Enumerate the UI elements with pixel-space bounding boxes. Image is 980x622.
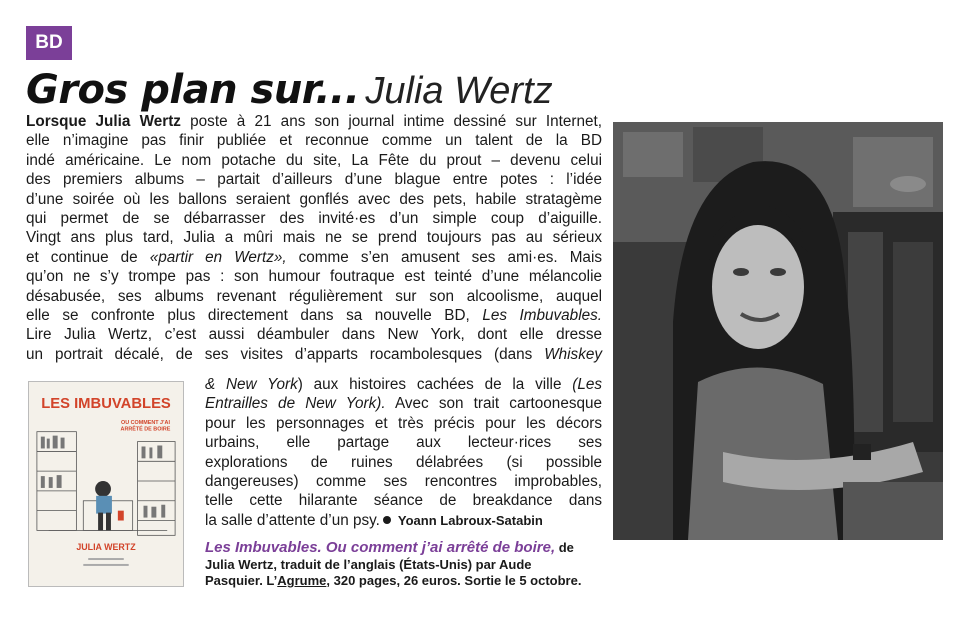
portrait-image bbox=[613, 122, 943, 540]
article-line: pour les personnages et très précis pour les décors bbox=[205, 414, 602, 432]
bullet-dot-icon bbox=[383, 516, 391, 524]
article-lead: Lorsque Julia Wertz bbox=[26, 113, 181, 130]
article-line: elle se confronte plus directement dans sa nouvelle BD, Les Imbuvables. bbox=[26, 307, 602, 325]
headline-bold: Gros plan sur... bbox=[26, 67, 360, 113]
article-body-bottom bbox=[205, 375, 602, 530]
headline bbox=[26, 64, 596, 116]
article-line: et continue de «partir en Wertz», comme s’en amusent ses ami·es. Mais bbox=[26, 248, 602, 266]
article-line: Entrailles de New York). Avec son trait cartoonesque bbox=[205, 395, 602, 413]
caption-title: Les Imbuvables. Ou comment j’ai arrêté de boire, bbox=[205, 539, 556, 556]
section-badge: BD bbox=[26, 26, 72, 60]
cover-subtitle: ARRÊTÉ DE BOIRE bbox=[120, 426, 171, 433]
article-line: qui permet de se débarrasser des invité·es d’un simple coup d’aiguille. bbox=[26, 210, 602, 228]
article-line: des premiers albums – partait d’ailleurs d’une blague entre potes : l’idée bbox=[26, 171, 602, 189]
article-line: Lorsque Julia Wertz poste à 21 ans son journal intime dessiné sur Internet, bbox=[26, 113, 603, 130]
article-line: la salle d’attente d’un psy. Yoann Labroux-Satabin bbox=[205, 511, 543, 529]
cover-author: JULIA WERTZ bbox=[76, 542, 136, 553]
article-line: elle n’imagine pas finir publiée et reconnue comme un talent de la BD bbox=[26, 132, 602, 150]
book-cover-illustration bbox=[29, 382, 183, 586]
article-line: explorations de ruines délabrées (si possible bbox=[205, 453, 602, 471]
cover-title: LES IMBUVABLES bbox=[41, 395, 171, 412]
article-body-top bbox=[26, 112, 602, 364]
author-signature: Yoann Labroux-Satabin bbox=[397, 512, 543, 528]
article-line: & New York) aux histoires cachées de la ville (Les bbox=[205, 376, 603, 393]
book-caption: Les Imbuvables. Ou comment j’ai arrêté de boire, de Julia Wertz, traduit de l’anglais (États-Unis) par Aude Pasquier. L’Agrume, 320 pages, 26 euros. Sortie le 5 octobre. bbox=[205, 539, 582, 588]
publisher-name: Agrume bbox=[277, 573, 327, 588]
headline-name: Julia Wertz bbox=[365, 70, 553, 112]
author-photo bbox=[613, 122, 943, 540]
article-line: indé américaine. Le nom potache du site, La Fête du prout – devenu celui bbox=[26, 151, 602, 169]
article-line: Lire Julia Wertz, c’est aussi déambuler dans New York, dont elle dresse bbox=[26, 326, 602, 344]
article-line: d’une soirée où les ballons seraient gonflés avec des pets, habile stratagème bbox=[26, 190, 602, 208]
article-line: telle cette hilarante séance de breakdance dans bbox=[205, 492, 602, 510]
book-cover bbox=[28, 381, 184, 587]
article-line: urbains, elle partage aux lecteur·rices ses bbox=[205, 434, 602, 452]
article-line: un portrait décalé, de ses visites d’apparts rocambolesques (dans Whiskey bbox=[26, 345, 602, 363]
article-line: désabusée, ses albums revenant régulièrement sur son alcoolisme, auquel bbox=[26, 287, 602, 305]
cover-subtitle: OU COMMENT J’AI bbox=[121, 419, 170, 426]
article-line: Vingt ans plus tard, Julia a mûri mais ne se prend toujours pas au sérieux bbox=[26, 229, 602, 247]
article-line: dangereuses) comme ses rencontres improbables, bbox=[205, 473, 602, 491]
article-line: qu’on ne s’y trompe pas : son humour foutraque est teinté d’une mélancolie bbox=[26, 268, 602, 286]
